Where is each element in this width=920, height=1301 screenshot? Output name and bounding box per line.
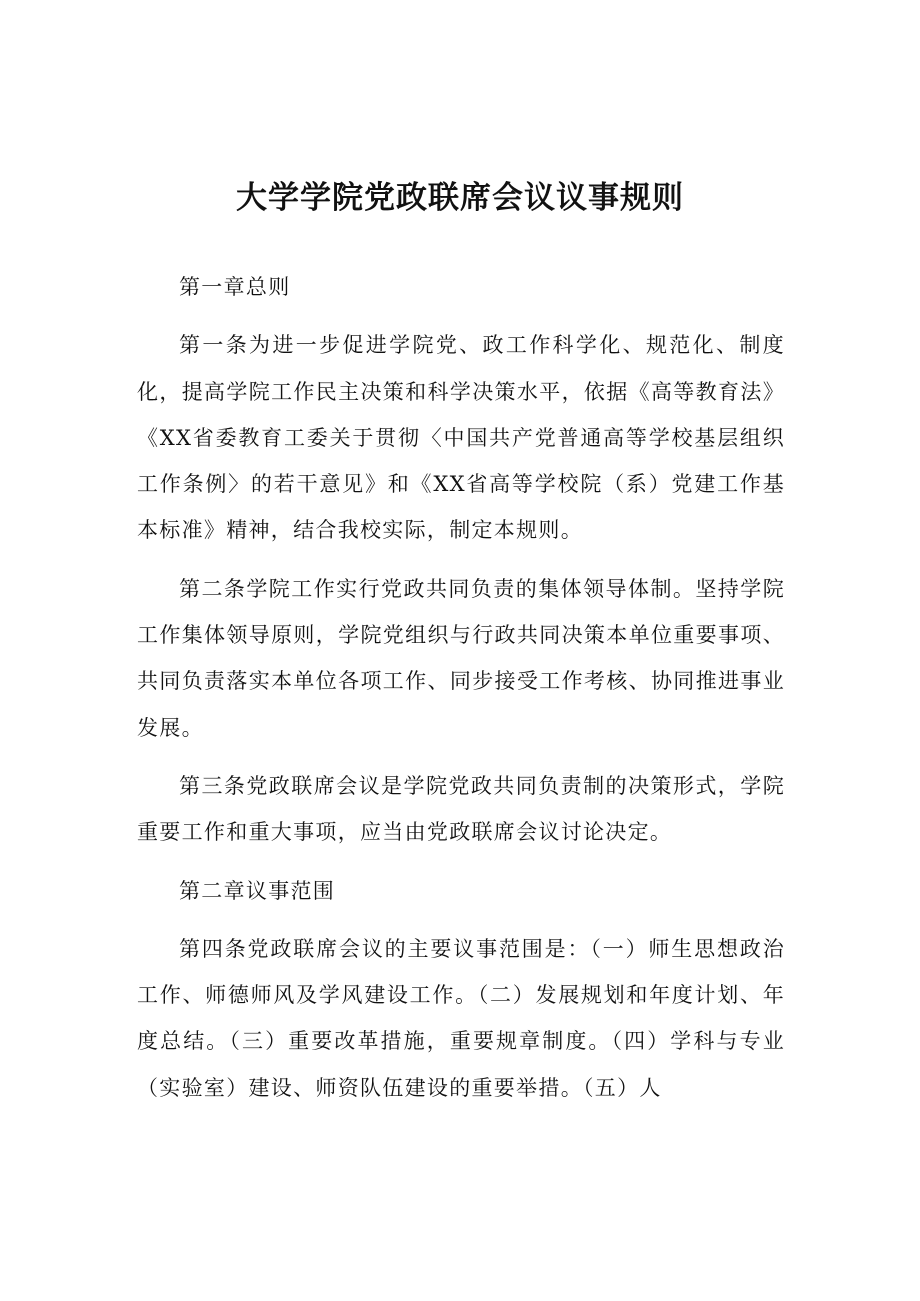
- document-body: [137, 264, 785, 1111]
- chapter-2-heading: 第二章议事范围: [179, 878, 336, 903]
- article-4: 第四条党政联席会议的主要议事范围是：（一）师生思想政治工作、师德师风及学风建设工作。（二）发展规划和年度计划、年度总结。（三）重要改革措施，重要规章制度。（四）学科与专业（实验室）建设、师资队伍建设的重要举措。（五）人: [137, 936, 785, 1100]
- document-title: 大学学院党政联席会议议事规则: [236, 180, 684, 216]
- chapter-1-heading: 第一章总则: [179, 275, 291, 299]
- article-2: 第二条学院工作实行党政共同负责的集体领导体制。坚持学院工作集体领导原则，学院党组织与行政共同决策本单位重要事项、共同负责落实本单位各项工作、同步接受工作考核、协同推进事业发展。: [137, 576, 785, 740]
- article-1: 第一条为进一步促进学院党、政工作科学化、规范化、制度化，提高学院工作民主决策和科学决策水平，依据《高等教育法》《XX省委教育工委关于贯彻〈中国共产党普通高等学校基层组织工作条例〉的若干意见》和《XX省高等学校院（系）党建工作基本标准》精神，结合我校实际，制定本规则。: [137, 333, 785, 543]
- article-3: 第三条党政联席会议是学院党政共同负责制的决策形式，学院重要工作和重大事项，应当由党政联席会议讨论决定。: [137, 773, 785, 845]
